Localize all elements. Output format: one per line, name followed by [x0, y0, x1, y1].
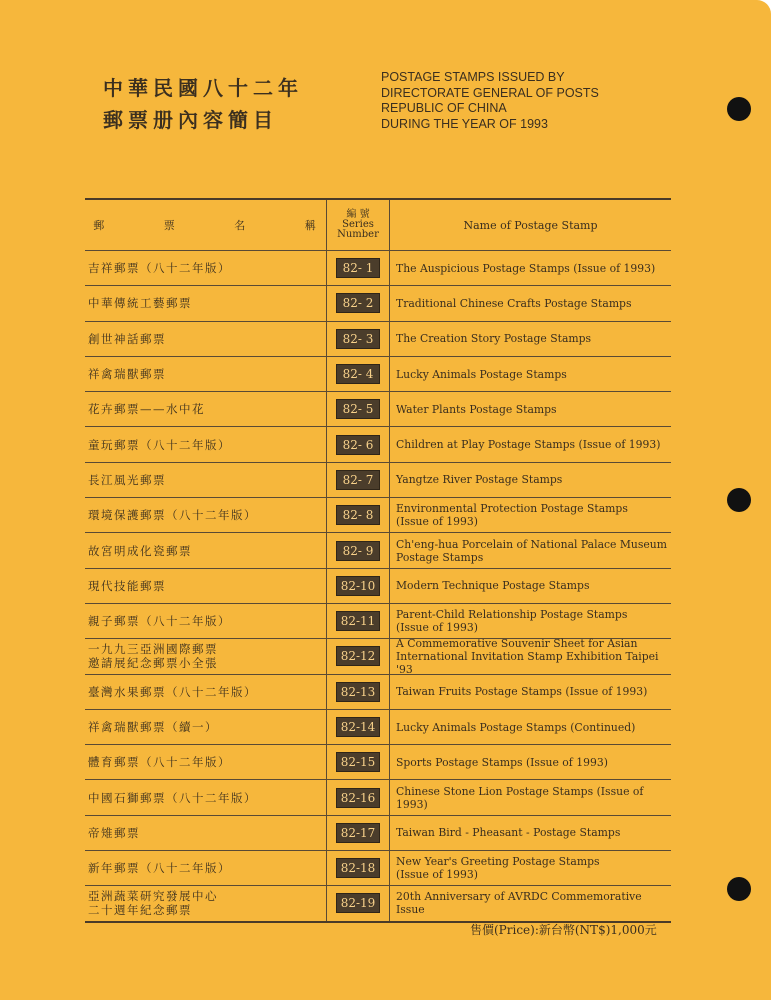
stamp-name-en: Environmental Protection Postage Stamps (Issue of 1993)	[396, 502, 628, 529]
stamp-name-en: Lucky Animals Postage Stamps	[396, 367, 567, 381]
table-row	[85, 745, 671, 780]
table-row	[85, 675, 671, 710]
stamp-name-cn: 中華傳統工藝郵票	[88, 296, 192, 311]
stamp-name-en: Children at Play Postage Stamps (Issue of 1993)	[396, 438, 661, 452]
stamp-name-cn: 童玩郵票（八十二年版）	[88, 437, 231, 452]
chinese-title-line-1: 中華民國八十二年	[103, 76, 303, 100]
series-number-badge: 82- 5	[336, 399, 380, 419]
english-title-line: DURING THE YEAR OF 1993	[381, 116, 548, 131]
table-row	[85, 533, 671, 568]
english-title-line: REPUBLIC OF CHINA	[381, 101, 507, 115]
series-number-badge: 82- 6	[336, 435, 380, 455]
binder-hole-bottom	[727, 877, 751, 901]
table-row	[85, 710, 671, 745]
stamp-name-cn: 亞洲蔬菜研究發展中心 二十週年紀念郵票	[88, 889, 218, 918]
series-number-badge: 82- 3	[336, 329, 380, 349]
stamp-name-cn: 長江風光郵票	[88, 472, 166, 487]
table-row	[85, 322, 671, 357]
stamp-name-en: A Commemorative Souvenir Sheet for Asian International Invitation Stamp Exhibition Taipei '93	[396, 636, 659, 676]
stamp-name-cn: 環境保護郵票（八十二年版）	[88, 508, 257, 523]
table-row	[85, 392, 671, 427]
table-row	[85, 357, 671, 392]
stamp-name-cn: 帝雉郵票	[88, 825, 140, 840]
series-number-badge: 82- 8	[336, 505, 380, 525]
stamp-name-cn: 花卉郵票——水中花	[88, 402, 205, 417]
series-number-badge: 82-10	[336, 576, 380, 596]
stamp-name-en: Water Plants Postage Stamps	[396, 402, 557, 416]
series-number-badge: 82-16	[336, 788, 380, 808]
stamp-name-en: The Auspicious Postage Stamps (Issue of 1993)	[396, 261, 656, 275]
table-row	[85, 816, 671, 851]
chinese-title-line-2: 郵票册內容簡目	[103, 108, 278, 132]
stamp-name-en: The Creation Story Postage Stamps	[396, 332, 592, 346]
stamp-name-cn: 體育郵票（八十二年版）	[88, 755, 231, 770]
stamp-name-en: Sports Postage Stamps (Issue of 1993)	[396, 755, 608, 769]
stamp-name-cn: 親子郵票（八十二年版）	[88, 614, 231, 629]
table-row	[85, 569, 671, 604]
series-number-badge: 82-18	[336, 858, 380, 878]
stamp-name-en: Ch'eng-hua Porcelain of National Palace Museum Postage Stamps	[396, 537, 668, 564]
table-body	[85, 251, 671, 923]
header-series-cn: 編 號	[346, 209, 370, 220]
binder-hole-top	[727, 97, 751, 121]
binder-hole-middle	[727, 488, 751, 512]
table-row	[85, 604, 671, 639]
series-number-badge: 82-14	[336, 717, 380, 737]
series-number-badge: 82-13	[336, 682, 380, 702]
stamp-name-en: Parent-Child Relationship Postage Stamps (Issue of 1993)	[396, 608, 628, 635]
stamp-list-table	[85, 198, 671, 923]
table-row	[85, 886, 671, 922]
stamp-name-cn: 創世神話郵票	[88, 331, 166, 346]
header-stamp-name-en: Name of Postage Stamp	[463, 218, 598, 232]
stamp-name-en: Lucky Animals Postage Stamps (Continued)	[396, 720, 636, 734]
table-row	[85, 636, 671, 676]
stamp-name-en: Taiwan Fruits Postage Stamps (Issue of 1993)	[396, 685, 648, 699]
stamp-name-cn: 祥禽瑞獸郵票	[88, 367, 166, 382]
stamp-name-en: Modern Technique Postage Stamps	[396, 579, 590, 593]
series-number-badge: 82- 2	[336, 293, 380, 313]
header-series-number	[326, 200, 390, 250]
series-number-badge: 82-17	[336, 823, 380, 843]
english-title	[381, 70, 599, 132]
series-number-badge: 82-11	[336, 611, 380, 631]
header-number-en: Number	[337, 229, 379, 240]
table-row	[85, 780, 671, 815]
table-header	[85, 200, 671, 251]
table-row	[85, 427, 671, 462]
stamp-name-en: Yangtze River Postage Stamps	[396, 473, 563, 487]
stamp-name-cn: 吉祥郵票（八十二年版）	[88, 261, 231, 276]
price-label: 售價(Price):新台幣(NT$)1,000元	[470, 923, 657, 937]
table-row	[85, 251, 671, 286]
header-series-en: Series	[342, 219, 374, 230]
stamp-name-cn: 故宮明成化瓷郵票	[88, 543, 192, 558]
stamp-name-en: 20th Anniversary of AVRDC Commemorative Issue	[396, 890, 642, 917]
series-number-badge: 82- 4	[336, 364, 380, 384]
stamp-name-cn: 現代技能郵票	[88, 578, 166, 593]
series-number-badge: 82-12	[336, 646, 380, 666]
stamp-name-en: Taiwan Bird - Pheasant - Postage Stamps	[396, 826, 621, 840]
english-title-line: POSTAGE STAMPS ISSUED BY	[381, 70, 565, 84]
series-number-badge: 82-19	[336, 893, 380, 913]
stamp-name-en: Traditional Chinese Crafts Postage Stamps	[396, 296, 632, 310]
header-stamp-name-cn: 郵 票 名 稱	[93, 219, 318, 232]
stamp-name-cn: 新年郵票（八十二年版）	[88, 861, 231, 876]
stamp-name-cn: 祥禽瑞獸郵票（續一）	[88, 720, 218, 734]
table-row	[85, 851, 671, 886]
stamp-name-en: Chinese Stone Lion Postage Stamps (Issue of 1993)	[396, 784, 644, 811]
stamp-name-en: New Year's Greeting Postage Stamps (Issue of 1993)	[396, 855, 600, 882]
series-number-badge: 82- 7	[336, 470, 380, 490]
chinese-title	[103, 72, 303, 136]
table-row	[85, 463, 671, 498]
stamp-name-cn: 一九九三亞洲國際郵票 邀請展紀念郵票小全張	[88, 642, 218, 671]
table-row	[85, 286, 671, 321]
stamp-name-cn: 中國石獅郵票（八十二年版）	[88, 790, 257, 805]
english-title-line: DIRECTORATE GENERAL OF POSTS	[381, 85, 599, 100]
series-number-badge: 82- 9	[336, 541, 380, 561]
table-row	[85, 498, 671, 533]
series-number-badge: 82- 1	[336, 258, 380, 278]
stamp-name-cn: 臺灣水果郵票（八十二年版）	[88, 684, 257, 699]
series-number-badge: 82-15	[336, 752, 380, 772]
